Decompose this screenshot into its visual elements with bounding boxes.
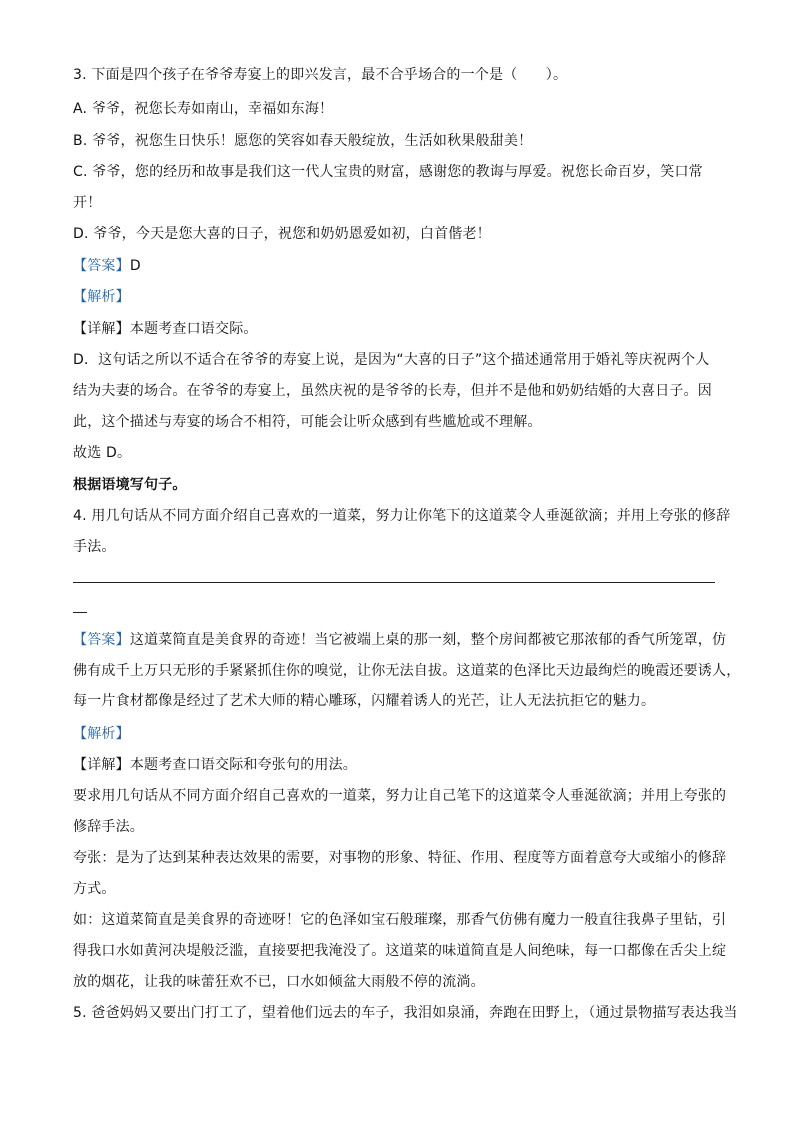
- answer-tag: 【答案】: [73, 258, 130, 274]
- detail-tag: 【详解】: [73, 321, 130, 337]
- answer-text: 这道菜简直是美食界的奇迹！当它被端上桌的那一刻，整个房间都被它那浓郁的香气所笼罩，仿: [129, 632, 727, 648]
- analysis-tag: 【解析】: [73, 726, 130, 742]
- q4-answer-line-1: [73, 631, 726, 649]
- q3-option-a: A. 爷爷，祝您长寿如南山，幸福如东海！: [73, 101, 334, 117]
- q3-explanation-line-3: 此，这个描述与寿宴的场合不相符，可能会让听众感到有些尴尬或不理解。: [73, 414, 542, 430]
- q3-explanation-line-1: D．这句话之所以不适合在爷爷的寿宴上说，是因为“大喜的日子”这个描述通常用于婚礼等庆祝两个人: [73, 352, 710, 368]
- q4-explanation-line-7: 放的烟花，让我的味蕾狂欢不已，口水如倾盆大雨般不停的流淌。: [73, 974, 485, 990]
- q4-answer-line-3: 每一片食材都像是经过了艺术大师的精心雕琢，闪耀着诱人的光芒，让人无法抗拒它的魅力。: [73, 693, 656, 709]
- analysis-tag: 【解析】: [73, 289, 130, 305]
- q4-stem-line-1: 4. 用几句话从不同方面介绍自己喜欢的一道菜，努力让你笔下的这道菜令人垂涎欲滴；并用上夸张的修辞: [73, 508, 731, 524]
- q3-detail: [73, 320, 258, 338]
- q3-analysis-tag: [73, 288, 130, 306]
- q5-stem: 5. 爸爸妈妈又要出门打工了，望着他们远去的车子，我泪如泉涌，奔跑在田野上，（通过景物描写表达我当: [73, 1005, 738, 1021]
- q4-explanation-line-5: 如：这道菜简直是美食界的奇迹呀！它的色泽如宝石般璀璨，那香气仿佛有魔力一般直往我鼻子里钻，引: [73, 912, 727, 928]
- q4-answer-line-2: 佛有成千上万只无形的手紧紧抓住你的嗅觉，让你无法自拔。这道菜的色泽比天边最绚烂的晚霞还要诱人，: [73, 663, 741, 679]
- detail-tag: 【详解】: [73, 757, 130, 773]
- answer-blank-line: [73, 582, 715, 583]
- q4-explanation-line-4: 方式。: [73, 881, 116, 897]
- q4-explanation-line-2: 修辞手法。: [73, 819, 144, 835]
- detail-text: 本题考查口语交际。: [129, 321, 258, 337]
- q4-analysis-tag: [73, 725, 130, 743]
- q4-explanation-line-3: 夸张：是为了达到某种表达效果的需要，对事物的形象、特征、作用、程度等方面着意夸大或缩小的修辞: [73, 850, 727, 866]
- q4-stem-line-2: 手法。: [73, 539, 116, 555]
- q4-detail: [73, 756, 357, 774]
- section-title: 根据语境写句子。: [73, 477, 187, 493]
- q3-option-d: D. 爷爷，今天是您大喜的日子，祝您和奶奶恩爱如初，白首偕老！: [73, 226, 491, 242]
- q4-explanation-line-1: 要求用几句话从不同方面介绍自己喜欢的一道菜，努力让自己笔下的这道菜令人垂涎欲滴；并用上夸张的: [73, 788, 727, 804]
- q4-explanation-line-6: 得我口水如黄河决堤般泛滥，直接要把我淹没了。这道菜的味道简直是人间绝味，每一口都像在舌尖上绽: [73, 943, 727, 959]
- answer-value: D: [129, 258, 141, 274]
- q3-stem: 3. 下面是四个孩子在爷爷寿宴上的即兴发言，最不合乎场合的一个是（ ）。: [73, 67, 568, 83]
- q3-conclusion: 故选 D。: [73, 445, 132, 461]
- answer-tag: 【答案】: [73, 632, 130, 648]
- q3-option-c-cont: 开！: [73, 195, 102, 211]
- detail-text: 本题考查口语交际和夸张句的用法。: [129, 757, 358, 773]
- answer-blank-line-end: [73, 612, 87, 613]
- q3-option-c: C. 爷爷，您的经历和故事是我们这一代人宝贵的财富，感谢您的教诲与厚爱。祝您长命百岁，笑口常: [73, 164, 703, 180]
- q3-answer: [73, 257, 141, 275]
- q3-explanation-line-2: 结为夫妻的场合。在爷爷的寿宴上，虽然庆祝的是爷爷的长寿，但并不是他和奶奶结婚的大喜日子。因: [73, 383, 712, 399]
- q3-option-b: B. 爷爷，祝您生日快乐！愿您的笑容如春天般绽放，生活如秋果般甜美！: [73, 133, 533, 149]
